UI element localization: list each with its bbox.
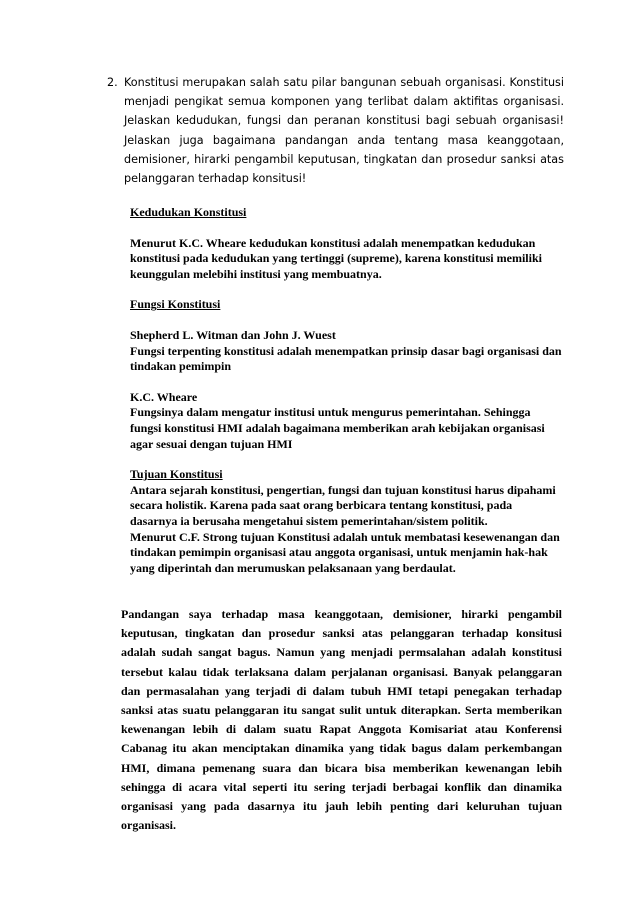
kedudukan-text: Menurut K.C. Wheare kedudukan konstitusi adalah menempatkan kedudukan konstitusi pada kedudukan yang tertinggi (supreme), karena konstitusi memiliki keunggulan melebihi institusi yang membuatnya. (130, 235, 542, 281)
question-item (107, 73, 564, 188)
answer-section (130, 205, 562, 576)
fungsi-source-2: K.C. Wheare (130, 389, 198, 404)
tujuan-text-1: Antara sejarah konstitusi, pengertian, fungsi dan tujuan konstitusi harus dipahami secara holistik. Karena pada saat orang berbicara tentang konstitusi, pada dasarnya ia berusaha mengetahui sistem pemerintahan/sistem politik. (130, 482, 556, 528)
question-text: Konstitusi merupakan salah satu pilar bangunan sebuah organisasi. Konstitusi menjadi pengikat semua komponen yang terlibat dalam aktifitas organisasi. Jelaskan kedudukan, fungsi dan peranan konstitusi bagi sebuah organisasi! Jelaskan juga bagaimana pandangan anda tentang masa keanggotaan, demisioner, hirarki pengambil keputusan, tingkatan dan prosedur sanksi atas pelanggaran terhadap konsitusi! (124, 76, 564, 186)
tujuan-heading: Tujuan Konstitusi (130, 467, 223, 482)
question-number: 2. (107, 76, 118, 89)
opinion-section (121, 605, 562, 835)
tujuan-text-2: Menurut C.F. Strong tujuan Konstitusi adalah untuk membatasi kesewenangan dan tindakan pemimpin organisasi atau anggota organisasi, untuk menjamin hak-hak yang diperintah dan merumuskan pelaksanaan yang berdaulat. (130, 529, 560, 575)
opinion-text: Pandangan saya terhadap masa keanggotaan, demisioner, hirarki pengambil keputusan, tingkatan dan prosedur sanksi atas pelanggaran terhadap konsitusi adalah sudah sangat bagus. Namun yang menjadi permsalahan adalah konstitusi tersebut kalau tidak terlaksana dalam perjalanan organisasi. Banyak pelanggaran dan permasalahan yang terjadi di dalam tubuh HMI tetapi penegakan terhadap sanksi atas suatu pelanggaran itu sangat sulit untuk diterapkan. Serta memberikan kewenangan lebih di dalam suatu Rapat Anggota Komisariat atau Konferensi Cabanag itu akan menciptakan dinamika yang tidak bagus dalam perkembangan HMI, dimana pemenang suara dan bicara bisa memberikan kewenangan lebih sehingga di acara vital seperti itu sering terjadi berbagai konflik dan dinamika organisasi yang pada dasarnya itu jauh lebih penting dari keluruhan tujuan organisasi. (121, 607, 562, 833)
fungsi-text-1: Fungsi terpenting konstitusi adalah menempatkan prinsip dasar bagi organisasi dan tindakan pemimpin (130, 343, 562, 374)
fungsi-source-1: Shepherd L. Witman dan John J. Wuest (130, 327, 336, 342)
fungsi-text-2: Fungsinya dalam mengatur institusi untuk mengurus pemerintahan. Sehingga fungsi konstitusi HMI adalah bagaimana memberikan arah kebijakan organisasi agar sesuai dengan tujuan HMI (130, 405, 545, 451)
fungsi-heading: Fungsi Konstitusi (130, 297, 221, 312)
kedudukan-heading: Kedudukan Konstitusi (130, 205, 247, 219)
